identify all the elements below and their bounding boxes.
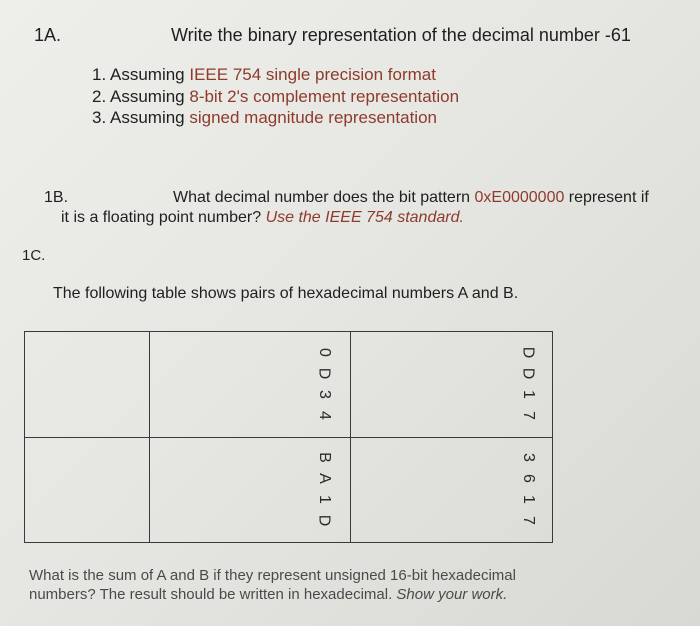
question-1c-text: numbers? The result should be written in hexadecimal. [29, 586, 397, 603]
hex-digit: D [519, 346, 537, 359]
list-item [92, 65, 436, 85]
table-row-divider [25, 437, 552, 438]
question-1c-line1: What is the sum of A and B if they represent unsigned 16-bit hexadecimal [29, 567, 516, 584]
list-emphasis: signed magnitude representation [189, 108, 437, 127]
bit-pattern: 0xE0000000 [474, 189, 565, 206]
hex-digit: 6 [519, 474, 537, 483]
hex-digit: B [315, 452, 333, 463]
question-1c-intro: The following table shows pairs of hexadecimal numbers A and B. [53, 285, 519, 302]
hex-digit: 1 [315, 495, 333, 504]
hex-digit: 1 [519, 495, 537, 504]
question-1b-label: 1B. [44, 189, 69, 206]
hex-digit: 0 [315, 348, 333, 357]
question-1a-prompt: Write the binary representation of the decimal number -61 [171, 25, 631, 45]
question-1b-line1 [173, 189, 649, 207]
question-1b-text: What decimal number does the bit pattern [173, 189, 475, 206]
table-column-divider [350, 332, 351, 542]
table-cell-a-row1 [314, 342, 334, 426]
question-1b-text: it is a floating point number? [61, 209, 266, 226]
list-number: 3. [92, 108, 107, 127]
hex-digit: 7 [519, 516, 537, 525]
question-1b-text-end: represent if [564, 189, 649, 206]
hex-digit: 3 [315, 390, 333, 399]
show-work-note: Show your work. [396, 586, 508, 603]
list-prefix: Assuming [109, 87, 190, 106]
hex-digit: D [519, 367, 537, 380]
table-cell-a-row2 [314, 447, 334, 531]
question-1c-line2 [29, 586, 507, 603]
hex-digit: D [315, 367, 333, 380]
table-cell-b-row1 [518, 342, 538, 426]
list-item [92, 87, 459, 107]
list-number: 1. [92, 65, 107, 84]
hex-digit: D [315, 514, 333, 527]
list-item [92, 108, 437, 128]
table-column-divider [149, 332, 150, 542]
question-1c-label: 1C. [22, 247, 46, 264]
ieee-note: Use the IEEE 754 standard. [265, 209, 464, 226]
hex-digit: A [315, 473, 333, 484]
list-emphasis: 8-bit 2's complement representation [189, 87, 460, 106]
list-emphasis: IEEE 754 single precision format [189, 65, 436, 84]
table-cell-b-row2 [518, 447, 538, 531]
question-1a-label: 1A. [34, 25, 62, 45]
hex-digit: 3 [519, 453, 537, 462]
list-number: 2. [92, 87, 107, 106]
hex-digit: 4 [315, 411, 333, 420]
hex-digit: 1 [519, 390, 537, 399]
hex-digit: 7 [519, 411, 537, 420]
question-1b-line2 [61, 209, 464, 227]
list-prefix: Assuming [109, 108, 190, 127]
list-prefix: Assuming [109, 65, 190, 84]
hex-pairs-table [24, 331, 553, 543]
